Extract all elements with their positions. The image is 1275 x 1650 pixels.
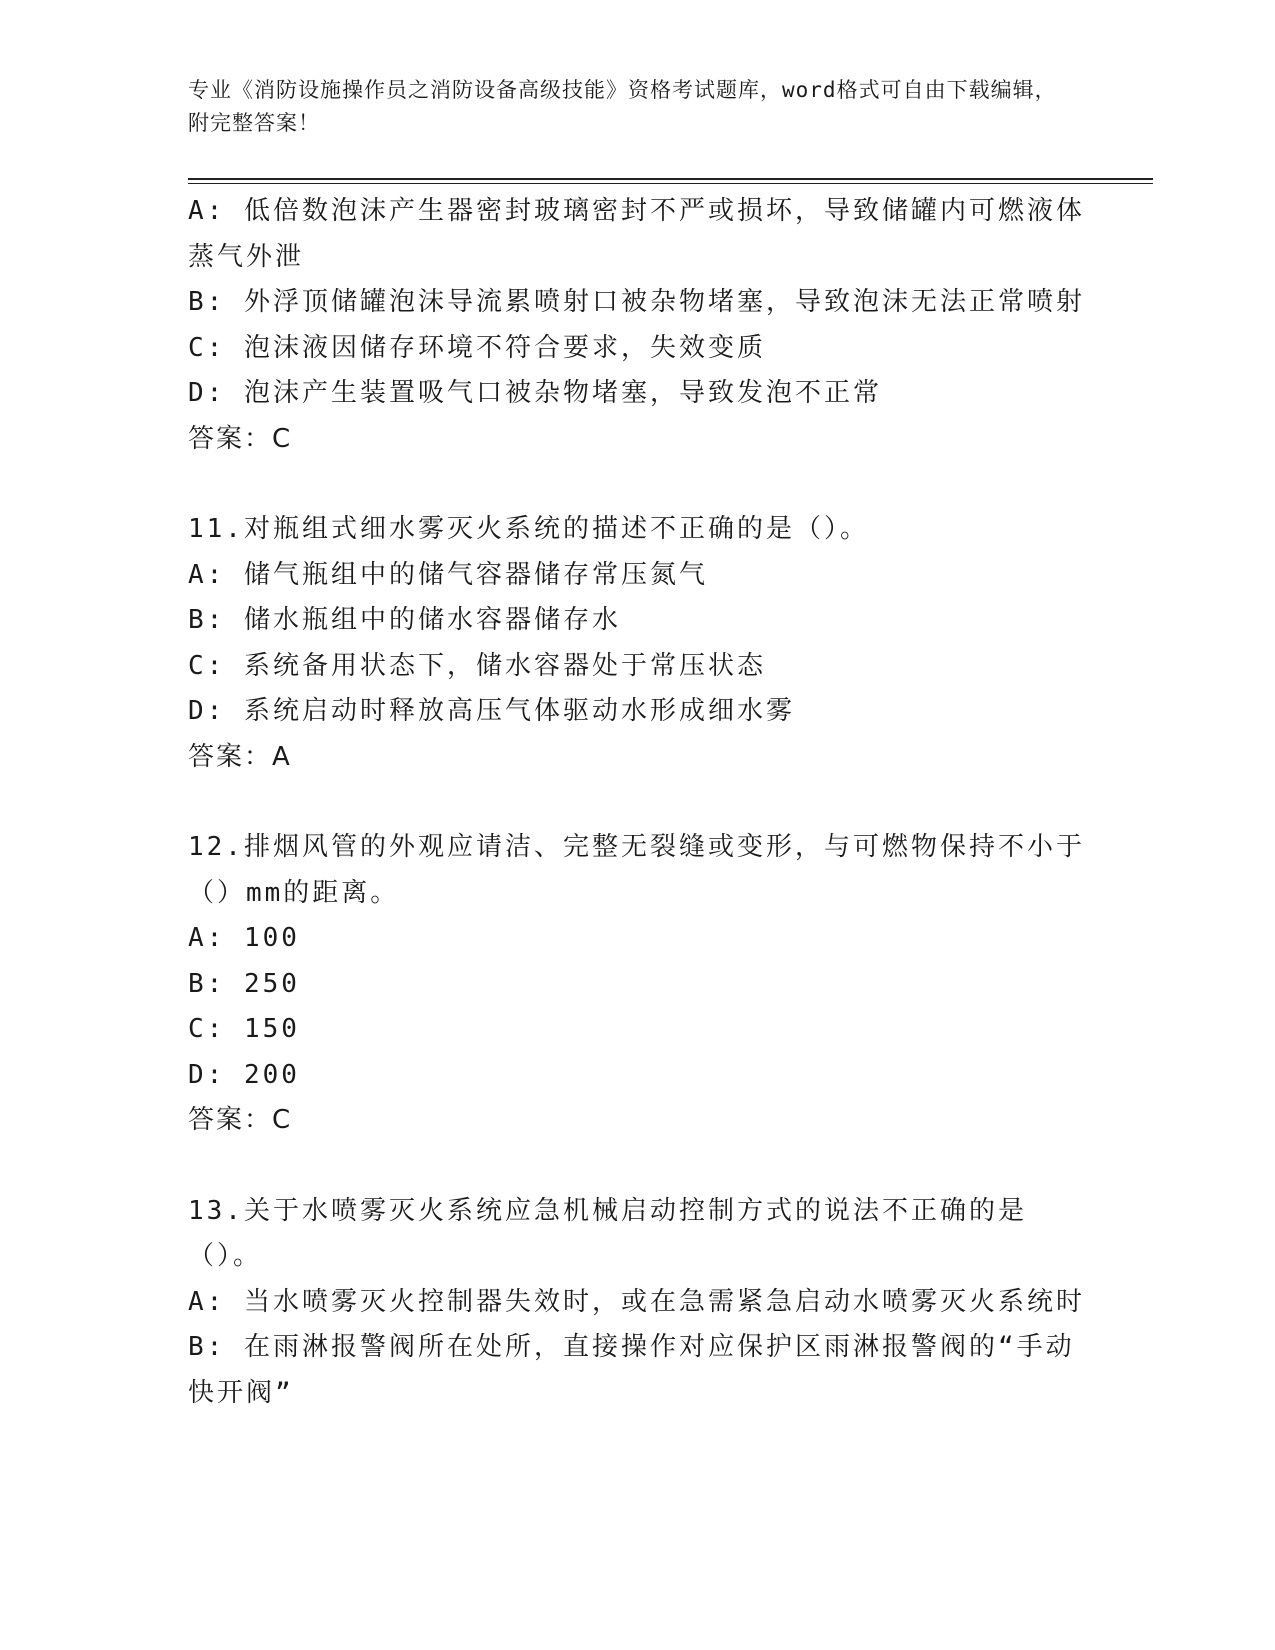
question-10-block [188, 189, 1088, 462]
q11-option-d: D: 系统启动时释放高压气体驱动水形成细水雾 [188, 696, 795, 726]
q10-option-c: C: 泡沫液因储存环境不符合要求，失效变质 [188, 332, 766, 363]
q10-option-d: D: 泡沫产生装置吸气口被杂物堵塞，导致发泡不正常 [188, 378, 882, 408]
question-11-block [188, 507, 1088, 780]
q11-option-b: B: 储水瓶组中的储水容器储存水 [188, 605, 621, 635]
document-header: 专业《消防设施操作员之消防设备高级技能》资格考试题库，word格式可自由下载编辑，附完整答案！ [188, 78, 1057, 135]
document-body [188, 189, 1088, 1416]
q12-answer: 答案：C [188, 1105, 293, 1135]
spacer [188, 780, 1088, 825]
q12-option-b: B: 250 [188, 968, 300, 999]
q13-option-b: B: 在雨淋报警阀所在处所，直接操作对应保护区雨淋报警阀的“手动快开阀” [188, 1332, 1075, 1408]
q11-answer: 答案：A [188, 741, 292, 772]
q12-question: 12.排烟风管的外观应请洁、完整无裂缝或变形，与可燃物保持不小于（）mm的距离。 [188, 832, 1085, 908]
q12-option-c: C: 150 [188, 1014, 300, 1044]
question-12-block [188, 825, 1088, 1144]
q12-option-a: A: 100 [188, 923, 300, 953]
q13-option-a: A: 当水喷雾灭火控制器失效时，或在急需紧急启动水喷雾灭火系统时 [188, 1286, 1085, 1317]
q10-answer: 答案：C [188, 423, 293, 454]
q10-option-a: A: 低倍数泡沫产生器密封玻璃密封不严或损坏，导致储罐内可燃液体蒸气外泄 [188, 196, 1085, 272]
header-divider [188, 178, 1153, 184]
q12-option-d: D: 200 [188, 1059, 300, 1090]
q11-question: 11.对瓶组式细水雾灭火系统的描述不正确的是（）。 [188, 514, 869, 544]
spacer [188, 462, 1088, 507]
spacer [188, 1144, 1088, 1189]
q10-option-b: B: 外浮顶储罐泡沫导流累喷射口被杂物堵塞，导致泡沫无法正常喷射 [188, 287, 1085, 317]
question-13-block [188, 1189, 1088, 1417]
q11-option-a: A: 储气瓶组中的储气容器储存常压氮气 [188, 559, 708, 590]
q13-question: 13.关于水喷雾灭火系统应急机械启动控制方式的说法不正确的是（）。 [188, 1195, 1027, 1271]
q11-option-c: C: 系统备用状态下，储水容器处于常压状态 [188, 650, 766, 681]
